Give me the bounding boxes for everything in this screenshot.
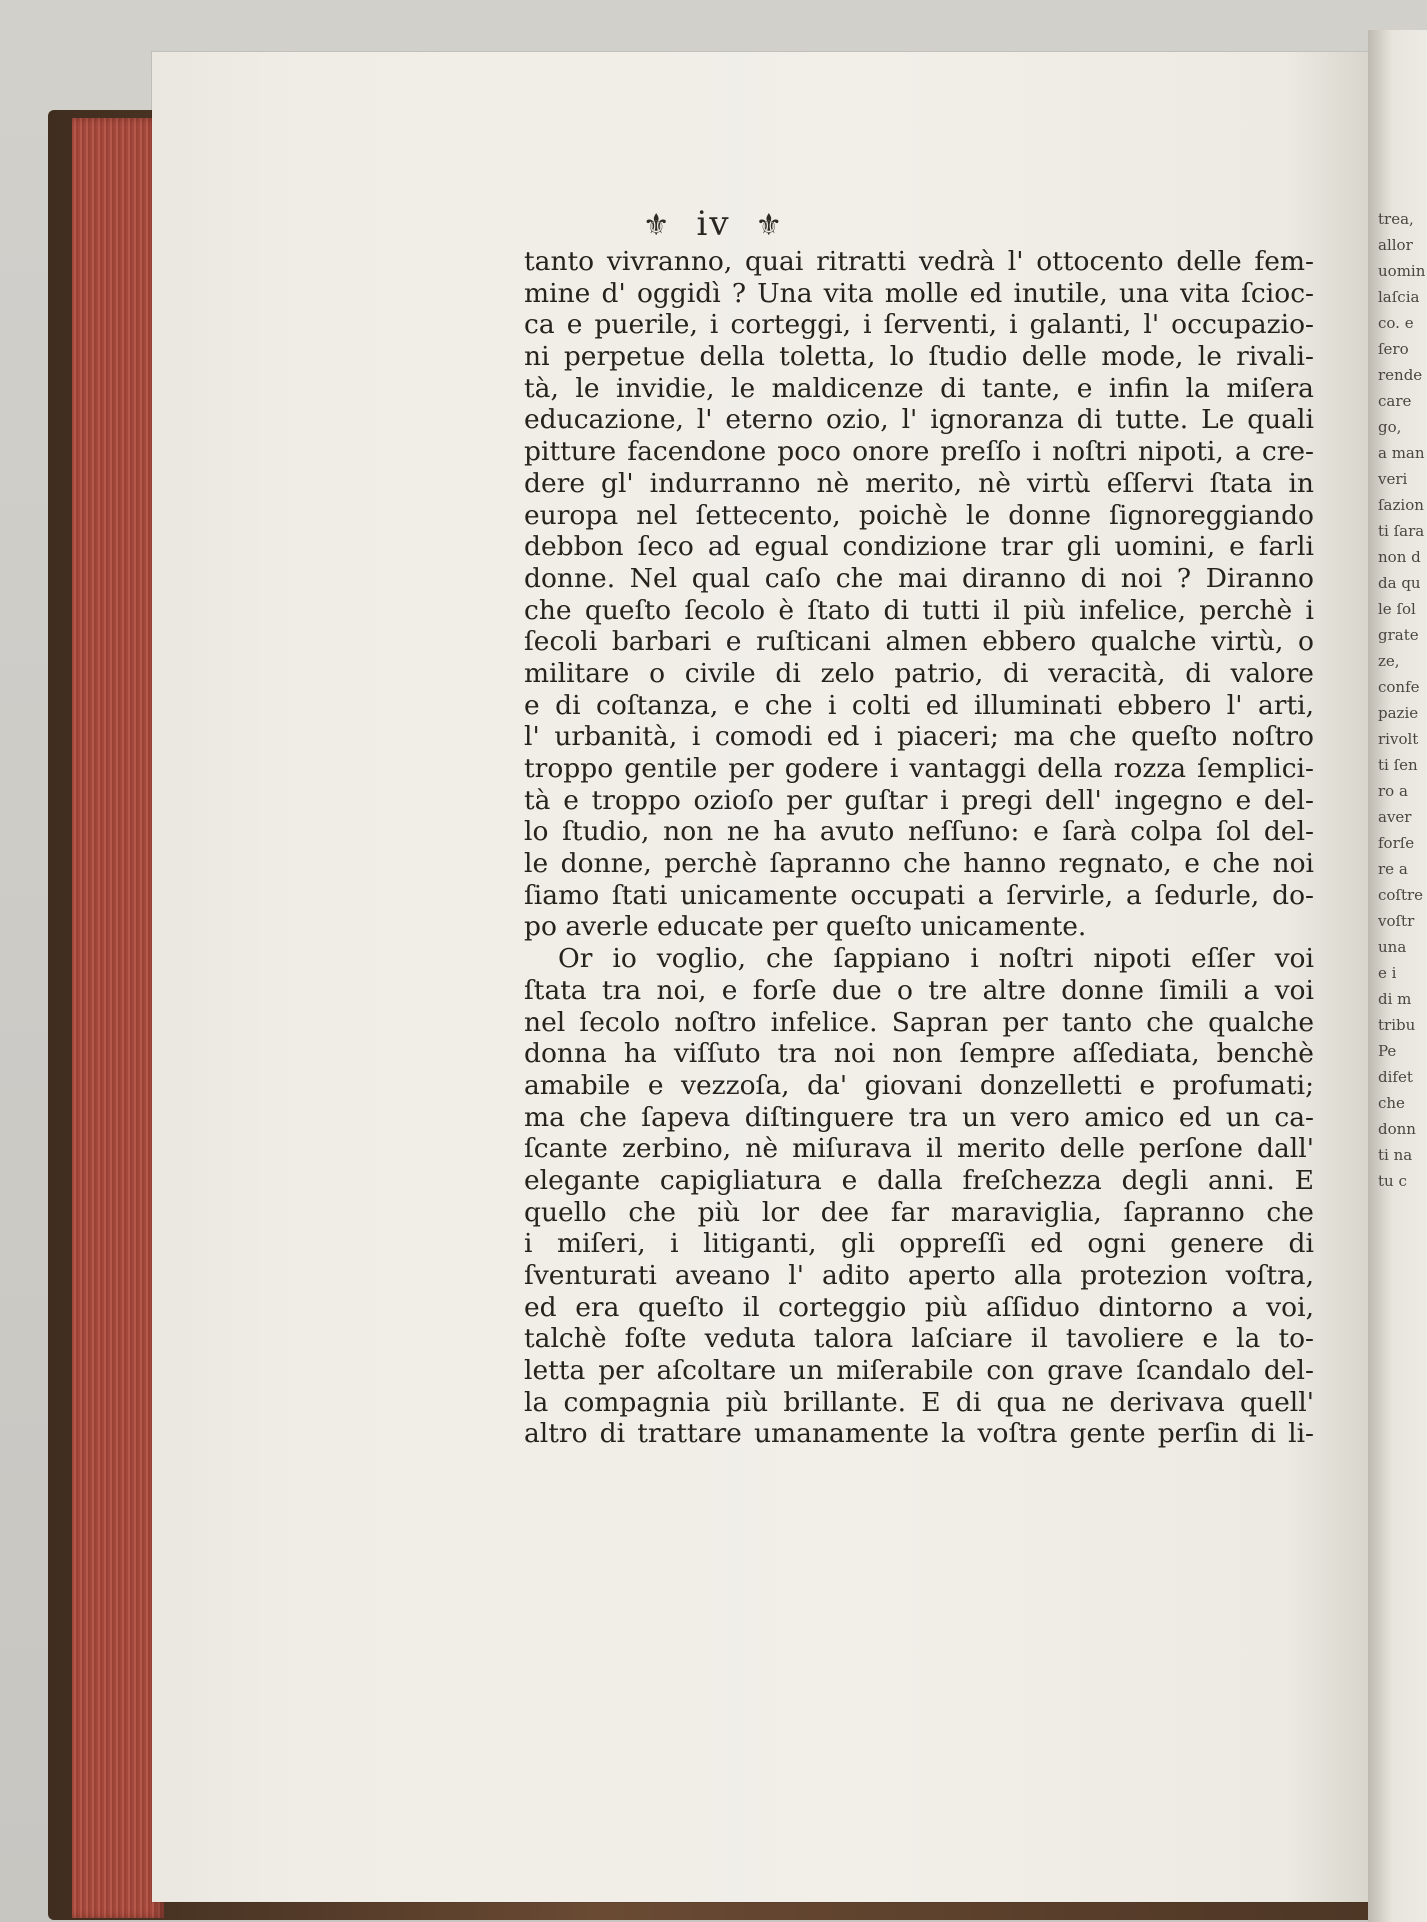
- ornament-right-icon: ⚜: [755, 208, 785, 243]
- text-line: altro di trattare umanamente la voſtra gente perſin di li-: [524, 1418, 1314, 1450]
- facing-page-fragment: care: [1378, 392, 1412, 410]
- facing-page-fragment: go,: [1378, 418, 1402, 436]
- facing-page-fragment: da qu: [1378, 574, 1421, 592]
- facing-page-fragment: rivolt: [1378, 730, 1419, 748]
- facing-page-fragment: re a: [1378, 860, 1408, 878]
- body-text: [524, 246, 1314, 1450]
- facing-page-fragment: tribu: [1378, 1016, 1416, 1034]
- text-line: quello che più lor dee far maraviglia, ſapranno che: [524, 1196, 1314, 1228]
- facing-page-fragment: tu c: [1378, 1172, 1407, 1190]
- text-line: mine d' oggidì ? Una vita molle ed inutile, una vita ſciοc-: [524, 277, 1314, 309]
- facing-page-fragment: difet: [1378, 1068, 1413, 1086]
- facing-page-fragment: non d: [1378, 548, 1421, 566]
- text-line: lo ſtudio, non ne ha avuto neſſuno: e ſarà colpa ſol del-: [524, 816, 1314, 848]
- text-line: le donne, perchè ſapranno che hanno regnato, e che noi: [524, 848, 1314, 880]
- facing-page-fragment: co. e: [1378, 314, 1414, 332]
- facing-page-fragment: confe: [1378, 678, 1420, 696]
- facing-page-fragment: e i: [1378, 964, 1397, 982]
- text-line: talchè foſte veduta talora laſciare il tavoliere e la to-: [524, 1323, 1314, 1355]
- text-line: dere gl' indurranno nè merito, nè virtù eſſervi ſtata in: [524, 467, 1314, 499]
- text-line: ed era queſto il corteggio più aſſiduo dintorno a voi,: [524, 1291, 1314, 1323]
- text-line: letta per aſcoltare un miſerabile con grave ſcandalo del-: [524, 1355, 1314, 1387]
- text-line: tanto vivranno, quai ritratti vedrà l' ottocento delle fem-: [524, 246, 1314, 277]
- facing-page-fragment: veri: [1378, 470, 1408, 488]
- page-edge-red: [72, 118, 164, 1918]
- text-line: troppo gentile per godere i vantaggi della rozza ſemplici-: [524, 753, 1314, 784]
- text-line: amabile e vezzoſa, da' giovani donzelletti e profumati;: [524, 1069, 1314, 1101]
- text-line: tà, le invidie, le maldicenze di tante, e infin la miſera: [524, 372, 1314, 404]
- text-line: tà e troppo ozioſo per guſtar i pregi dell' ingegno e del-: [524, 784, 1314, 816]
- text-line: Or io voglio, che ſappiano i noſtri nipoti eſſer voi: [558, 943, 1314, 975]
- facing-page-fragment: grate: [1378, 626, 1419, 644]
- text-line: ma che ſapeva diſtinguere tra un vero amico ed un ca-: [524, 1101, 1314, 1133]
- facing-page-fragment: di m: [1378, 990, 1412, 1008]
- text-line: ſtata tra noi, e forſe due o tre altre donne ſimili a voi: [524, 974, 1314, 1006]
- text-line: la compagnia più brillante. E di qua ne derivava quell': [524, 1386, 1314, 1418]
- text-line: i miſeri, i litiganti, gli oppreſſi ed ogni genere di: [524, 1228, 1314, 1260]
- facing-page-fragment: allor: [1378, 236, 1413, 254]
- facing-page-fragment: rende: [1378, 366, 1423, 384]
- text-line: ſcante zerbino, nè miſurava il merito delle perſone dall': [524, 1133, 1314, 1165]
- facing-page-fragment: ro a: [1378, 782, 1408, 800]
- facing-page-fragment: coſtre: [1378, 886, 1424, 904]
- facing-page-fragment: ti ſen: [1378, 756, 1418, 774]
- facing-page-fragment: ſero: [1378, 340, 1409, 358]
- facing-page-fragment: ze,: [1378, 652, 1400, 670]
- facing-page-fragment: ti na: [1378, 1146, 1413, 1164]
- text-line: ſventurati aveano l' adito aperto alla protezion voſtra,: [524, 1260, 1314, 1291]
- facing-page-fragment: donn: [1378, 1120, 1416, 1138]
- text-line: ſiamo ſtati unicamente occupati a ſervirle, a ſedurle, do-: [524, 879, 1314, 911]
- ornament-left-icon: ⚜: [642, 208, 672, 243]
- facing-page-fragment: forſe: [1378, 834, 1415, 852]
- text-line: ſecoli barbari e ruſticani almen ebbero qualche virtù, o: [524, 626, 1314, 658]
- text-line: po averle educate per queſto unicamente.: [524, 911, 1087, 943]
- page-number: iv: [696, 204, 731, 244]
- facing-page-fragment: a man: [1378, 444, 1425, 462]
- text-line: militare o civile di zelo patrio, di veracità, di valore: [524, 657, 1314, 689]
- facing-page-fragment: trea,: [1378, 210, 1414, 228]
- page-header: [0, 204, 1427, 244]
- text-line: elegante capigliatura e dalla freſchezza degli anni. E: [524, 1164, 1314, 1196]
- text-line: educazione, l' eterno ozio, l' ignoranza di tutte. Le quali: [524, 404, 1314, 436]
- facing-page-fragment: Pe: [1378, 1042, 1397, 1060]
- facing-page-fragment: uomin: [1378, 262, 1426, 280]
- text-line: pitture facendone poco onore preſſo i noſtri nipoti, a cre-: [524, 436, 1314, 468]
- facing-page-fragment: le ſol: [1378, 600, 1416, 618]
- facing-page-fragment: ſazion: [1378, 496, 1424, 514]
- text-line: europa nel ſettecento, poichè le donne ſignoreggiando: [524, 499, 1314, 531]
- facing-page-fragment: una: [1378, 938, 1407, 956]
- text-line: l' urbanità, i comodi ed i piaceri; ma che queſto noſtro: [524, 721, 1314, 753]
- text-line: e di coſtanza, e che i colti ed illuminati ebbero l' arti,: [524, 689, 1314, 721]
- facing-page-fragment: che: [1378, 1094, 1405, 1112]
- facing-page-fragment: laſcia: [1378, 288, 1420, 306]
- text-line: nel ſecolo noſtro infelice. Sapran per tanto che qualche: [524, 1006, 1314, 1038]
- facing-page-fragment: ti ſara: [1378, 522, 1425, 540]
- facing-page-fragment: pazie: [1378, 704, 1419, 722]
- text-line: debbon ſeco ad egual condizione trar gli uomini, e farli: [524, 531, 1314, 563]
- text-line: che queſto ſecolo è ſtato di tutti il più infelice, perchè i: [524, 594, 1314, 626]
- text-line: donna ha viſſuto tra noi non ſempre aſſediata, benchè: [524, 1038, 1314, 1070]
- facing-page-fragment: voſtr: [1378, 912, 1415, 930]
- text-line: ni perpetue della toletta, lo ſtudio delle mode, le rivali-: [524, 341, 1314, 373]
- text-line: donne. Nel qual caſo che mai diranno di noi ? Diranno: [524, 562, 1314, 594]
- facing-page: [1368, 30, 1427, 1922]
- text-line: ca e puerile, i corteggi, i ſerventi, i galanti, l' occupazio-: [524, 309, 1314, 341]
- facing-page-fragment: aver: [1378, 808, 1412, 826]
